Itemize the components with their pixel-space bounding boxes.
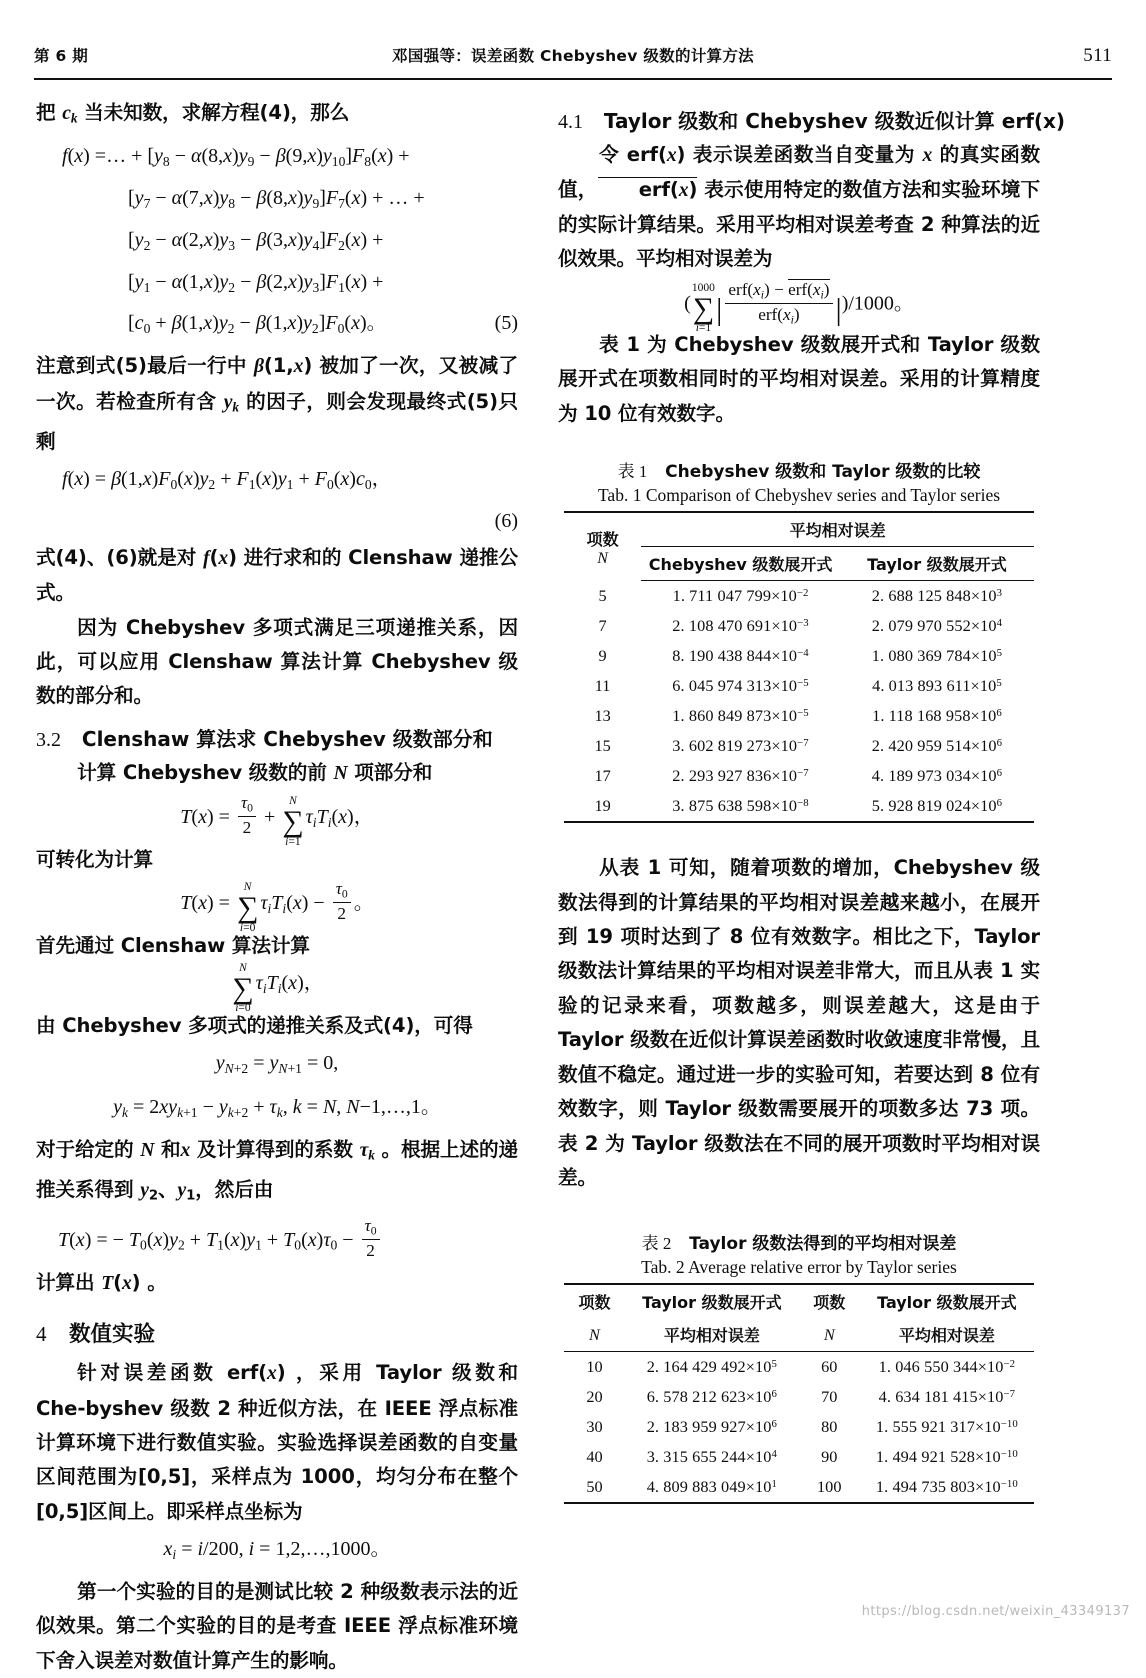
left-column xyxy=(36,96,518,1678)
watermark: https://blog.csdn.net/weixin_43349137 xyxy=(861,1604,1130,1619)
table-row xyxy=(564,791,1034,822)
cell-v1: 2. 164 429 $492\times 10^5$ xyxy=(646,1357,778,1377)
table-row xyxy=(564,611,1034,641)
cell-n: 15 xyxy=(594,736,611,756)
section-title-3-2: Clenshaw 算法求 Chebyshev 级数部分和 xyxy=(81,726,493,751)
cell-chebyshev: 2. 108 470 $691\times 10^{-3}$ xyxy=(672,616,809,636)
cell-chebyshev: 3. 602 819 $273\times 10^{-7}$ xyxy=(672,736,809,756)
table-2-header-row-2 xyxy=(564,1318,1034,1352)
paragraph-p10: 计算出 T(x) 。 xyxy=(36,1270,167,1294)
equation-6-number: (6) xyxy=(494,509,518,532)
section-heading-4-1 xyxy=(558,105,1066,134)
paragraph-p8: 由 Chebyshev 多项式的递推关系及式(4)，可得 xyxy=(36,1014,473,1038)
table-1-caption-cn xyxy=(558,457,1040,482)
paragraph-r3: 从表 1 可知，随着项数的增加，Chebyshev 级数法得到的计算结果的平均相对误差越来越小，在展开到 19 项时达到了 8 位有效数字。相比之下，Taylor 级数法计算结果的平均相对误差非常大，而且从表 1 实验的记录来看，项数越多，则误差越大，这是由于 Taylor 级数在近似计算误差函数时收敛速度非常慢，且数值不稳定。通过进一步的实验可知，若要达到 8 位有效数字，则 Taylor 级数需要展开的项数多达 73 项。表 2 为 Taylor 级数法在不同的展开项数时平均相对误差。 xyxy=(558,856,1040,1189)
running-title: 邓国强等：误差函数 Chebyshev 级数的计算方法 xyxy=(392,47,754,65)
equation-5: f(x) =… + $[y_8 - \alpha(8,x)y_9 - \beta(9,x)y_{10}]F_8(x)$ + $[y_7 - \alpha(7,x)y_8 - \beta(8,x)y_9]F_7(x)$ + … + $[y_2 - \alpha(2,x)y_3 - \beta(3,x)y_4]F_2(x)$ + $[y_1 - \alpha(1,x)y_2 - \beta(2,x)y_3]F_1(x)$ + $[c_0 + \beta(1,x)y_2 - \beta(1,x)y_2]F_0(x)$。 (5) xyxy=(36,138,518,347)
paragraph-p12: 第一个实验的目的是测试比较 2 种级数表示法的近似效果。第二个实验的目的是考查 IEEE 浮点标准环境下舍入误差对数值计算产生的影响。 xyxy=(36,1580,518,1672)
table-1-label-cn: 表 1 xyxy=(617,462,648,482)
table-2-header-v1-sub: 平均相对误差 xyxy=(625,1318,799,1352)
paragraph-p2: 注意到式(5)最后一行中 β(1,x) 被加了一次，又被减了一次。若检查所有含 $y_k$ 的因子，则会发现最终式(5)只剩 xyxy=(36,354,518,453)
paragraph-p4: 因为 Chebyshev 多项式满足三项递推关系，因此，可以应用 Clenshaw 算法计算 Chebyshev 级数的部分和。 xyxy=(36,615,518,708)
page-number: 511 xyxy=(1083,45,1112,66)
table-1-header-n-cn: 项数 xyxy=(586,529,619,549)
table-row xyxy=(564,1352,1034,1383)
table-2-caption-cn xyxy=(558,1229,1040,1254)
cell-taylor: 5. 928 819 $024\times 10^6$ xyxy=(840,791,1034,822)
table-2-header-v1: Taylor 级数展开式 xyxy=(625,1284,799,1318)
equation-recurrence-init: $y_{N+2} = y_{N+1} = 0$, xyxy=(215,1052,339,1077)
section-title-4: 数值实验 xyxy=(68,1322,155,1348)
table-row xyxy=(564,731,1034,761)
paragraph-p11: 针对误差函数 erf(x) ，采用 Taylor 级数和 Che-byshev 级数 2 种近似方法，在 IEEE 浮点标准计算环境下进行数值实验。实验选择误差函数的自变量区间范围为[0,5]，采样点为 1000，均匀分布在整个[0,5]区间上。即采样点坐标为 xyxy=(36,1361,519,1523)
equation-sample-points: $x_i = i/200$, i = 1,2,…,1000。 xyxy=(163,1538,391,1563)
cell-taylor: 2. 079 970 $552\times 10^4$ xyxy=(871,616,1003,636)
equation-5-number: (5) xyxy=(494,312,518,335)
table-row xyxy=(564,1412,1034,1442)
paragraph-p5: 计算 Chebyshev 级数的前 N 项部分和 xyxy=(77,760,433,784)
table-1-wrapper xyxy=(558,457,1040,823)
equation-sum-only: N ∑ i=0 $\tau_iT_i(x)$， xyxy=(232,961,324,1015)
cell-n2: 60 xyxy=(821,1357,838,1377)
table-1-header-n-sym: N xyxy=(597,549,608,567)
table-2-header-row-1 xyxy=(564,1284,1034,1318)
issue-label: 第 6 期 xyxy=(34,47,89,65)
paragraph-p1: 把 $c_k$ 当未知数，求解方程(4)，那么 xyxy=(36,101,350,126)
table-1-body xyxy=(564,581,1034,823)
table-2-header-n1-sym: N xyxy=(564,1318,625,1352)
cell-n1: 10 xyxy=(586,1357,603,1377)
cell-n2: 70 xyxy=(821,1387,838,1407)
cell-v2: 1. 494 735 $803\times 10^{-10}$ xyxy=(860,1472,1034,1503)
table-row xyxy=(564,761,1034,791)
section-heading-4 xyxy=(36,1317,518,1348)
paragraph-p3: 式(4)、(6)就是对 f(x) 进行求和的 Clenshaw 递推公式。 xyxy=(36,545,518,605)
cell-taylor: 2. 420 959 $514\times 10^6$ xyxy=(871,736,1003,756)
table-2-wrapper xyxy=(558,1229,1040,1504)
header-rule xyxy=(34,78,1112,80)
cell-n2: 100 xyxy=(799,1472,860,1503)
table-1-header-taylor: Taylor 级数展开式 xyxy=(840,547,1034,581)
cell-chebyshev: 1. 711 047 $799\times 10^{-2}$ xyxy=(672,586,809,606)
cell-n1: 50 xyxy=(564,1472,625,1503)
table-2-header-v2: Taylor 级数展开式 xyxy=(860,1284,1034,1318)
cell-chebyshev: 3. 875 638 $598\times 10^{-8}$ xyxy=(641,791,840,822)
table-1-header-n xyxy=(564,512,641,581)
cell-n1: 40 xyxy=(586,1447,603,1467)
paragraph-p6: 可转化为计算 xyxy=(36,847,153,871)
cell-v2: 1. 046 550 $344\times 10^{-2}$ xyxy=(878,1357,1016,1377)
cell-v2: 4. 634 181 $415\times 10^{-7}$ xyxy=(878,1387,1016,1407)
right-column xyxy=(558,96,1066,1504)
cell-taylor: 4. 013 893 $611\times 10^5$ xyxy=(872,676,1002,696)
table-row xyxy=(564,1472,1034,1503)
table-1-header-row-1 xyxy=(564,512,1034,547)
cell-taylor: 2. 688 125 $848\times 10^3$ xyxy=(871,586,1003,606)
cell-n: 9 xyxy=(598,646,607,666)
table-2-body xyxy=(564,1352,1034,1504)
equation-clenshaw-final: T(x) = − $T_0(x)y_2 + T_1(x)y_1 + T_0(x)\tau_0$ − $\frac{\tau_0}{2}$ xyxy=(36,1216,518,1264)
table-1-header-group: 平均相对误差 xyxy=(641,512,1034,547)
paragraph-p9: 对于给定的 N 和x 及计算得到的系数 $\tau_k$ 。根据上述的递推关系得到 $y_2$、$y_1$，然后由 xyxy=(36,1138,518,1204)
equation-average-relative-error: ( 1000 ∑ i=1 | $\frac{erf(x_i) - erf(x_i)}{erf(x_i)}$ |)/1000。 xyxy=(684,279,914,335)
cell-n2: 90 xyxy=(821,1447,838,1467)
paragraph-r1: 令 erf(x) 表示误差函数当自变量为 x 的真实函数值， erf(x) 表示使用特定的数值方法和实验环境下的实际计算结果。采用平均相对误差考查 2 种算法的近似效果。平均相对误差为 xyxy=(558,143,1040,271)
section-title-4-1: Taylor 级数和 Chebyshev 级数近似计算 erf(x) xyxy=(603,109,1066,133)
section-number-4: 4 xyxy=(36,1322,47,1347)
cell-n: 19 xyxy=(564,791,641,822)
equation-partial-sum-2: T(x) = N ∑ i=0 $\tau_iT_i(x)$ − $\frac{\tau_0}{2}$ 。 xyxy=(180,879,374,934)
cell-n: 17 xyxy=(594,766,611,786)
cell-taylor: 1. 080 369 $784\times 10^5$ xyxy=(871,646,1003,666)
cell-taylor: 1. 118 168 $958\times 10^6$ xyxy=(872,706,1002,726)
table-1-title-cn: Chebyshev 级数和 Taylor 级数的比较 xyxy=(665,462,981,483)
cell-n: 7 xyxy=(598,616,607,636)
cell-v1: 4. 809 883 $049\times 10^1$ xyxy=(625,1472,799,1503)
table-1 xyxy=(564,511,1034,823)
equation-partial-sum: T(x) = $\frac{\tau_0}{2}$ + N ∑ i=1 $\tau_iT_i(x)$， xyxy=(180,793,374,848)
table-row xyxy=(564,1382,1034,1412)
cell-taylor: 4. 189 973 $034\times 10^6$ xyxy=(871,766,1003,786)
table-2-header-n2: 项数 xyxy=(799,1284,860,1318)
cell-chebyshev: 8. 190 438 $844\times 10^{-4}$ xyxy=(672,646,809,666)
section-heading-3-2 xyxy=(36,723,518,752)
table-row xyxy=(564,701,1034,731)
equation-recurrence-step: $y_k = 2xy_{k+1} - y_{k+2} + \tau_k$, k = N, N−1,…,1。 xyxy=(113,1096,441,1121)
table-1-header-chebyshev: Chebyshev 级数展开式 xyxy=(641,547,840,581)
running-head xyxy=(34,44,1112,74)
paragraph-r2: 表 1 为 Chebyshev 级数展开式和 Taylor 级数展开式在项数相同时的平均相对误差。采用的计算精度为 10 位有效数字。 xyxy=(558,333,1040,425)
cell-v1: 2. 183 959 $927\times 10^6$ xyxy=(646,1417,778,1437)
table-1-caption-en: Tab. 1 Comparison of Chebyshev series and Taylor series xyxy=(597,485,1001,506)
table-2-header-v2-sub: 平均相对误差 xyxy=(860,1318,1034,1352)
table-2-header-n2-sym: N xyxy=(799,1318,860,1352)
table-row xyxy=(564,671,1034,701)
paragraph-p7: 首先通过 Clenshaw 算法计算 xyxy=(36,933,310,957)
cell-n: 13 xyxy=(594,706,611,726)
table-2 xyxy=(564,1283,1034,1504)
table-2-label-cn: 表 2 xyxy=(641,1234,672,1254)
cell-chebyshev: 1. 860 849 $873\times 10^{-5}$ xyxy=(672,706,809,726)
cell-v1: 6. 578 212 $623\times 10^6$ xyxy=(646,1387,778,1407)
cell-chebyshev: 6. 045 974 $313\times 10^{-5}$ xyxy=(672,676,809,696)
cell-n1: 30 xyxy=(586,1417,603,1437)
cell-n1: 20 xyxy=(586,1387,603,1407)
cell-n: 5 xyxy=(598,586,607,606)
cell-n: 11 xyxy=(594,676,611,696)
section-number-4-1: 4.1 xyxy=(558,111,583,133)
cell-v1: 3. 315 655 $244\times 10^4$ xyxy=(646,1447,778,1467)
table-2-title-cn: Taylor 级数法得到的平均相对误差 xyxy=(689,1234,957,1255)
cell-n2: 80 xyxy=(821,1417,838,1437)
table-2-caption-en: Tab. 2 Average relative error by Taylor series xyxy=(641,1257,957,1278)
table-row xyxy=(564,1442,1034,1472)
cell-v2: 1. 555 921 $317\times 10^{-10}$ xyxy=(875,1417,1018,1437)
table-row xyxy=(564,641,1034,671)
table-row xyxy=(564,581,1034,612)
cell-v2: 1. 494 921 $528\times 10^{-10}$ xyxy=(875,1447,1018,1467)
table-2-header-n1: 项数 xyxy=(564,1284,625,1318)
equation-6: $f(x) = \beta(1,x)F_0(x)y_2 + F_1(x)y_1 + F_0(x)c_0$， (6) xyxy=(62,468,518,532)
cell-chebyshev: 2. 293 927 $836\times 10^{-7}$ xyxy=(672,766,809,786)
section-number-3-2: 3.2 xyxy=(36,728,61,751)
